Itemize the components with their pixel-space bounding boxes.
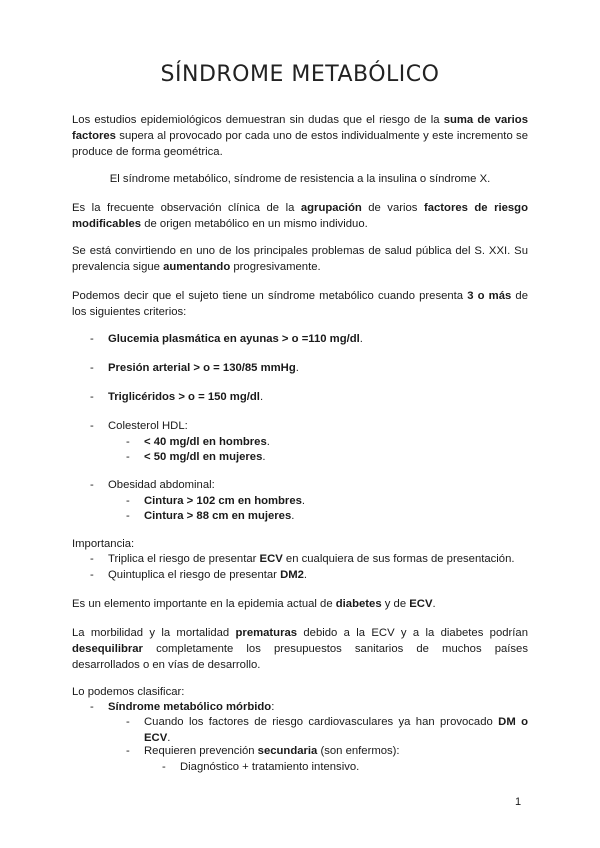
text-run: Cuando los factores de riesgo cardiovasculares ya han provocado bbox=[144, 716, 499, 728]
text-run: . bbox=[301, 495, 306, 507]
bold-run: Presión arterial > o = 130/85 mmHg bbox=[108, 362, 296, 374]
bullet-dash: - bbox=[126, 451, 130, 463]
page-number: 1 bbox=[515, 796, 522, 808]
text-run: Se está convirtiendo en uno de los principales problemas de salud pública del S. XXI. Su prevalencia sigue bbox=[72, 245, 528, 273]
bullet-dash: - bbox=[90, 362, 94, 374]
paragraph-criteria-intro bbox=[72, 288, 528, 320]
criterion-hdl-men bbox=[144, 434, 270, 450]
importance-label: Importancia: bbox=[72, 538, 135, 550]
bold-run: ECV bbox=[259, 553, 283, 565]
bullet-dash: - bbox=[90, 479, 94, 491]
bold-run: prematuras bbox=[235, 627, 298, 639]
text-run: Es un elemento importante en la epidemia actual de bbox=[72, 598, 336, 610]
text-run: La morbilidad y la mortalidad bbox=[72, 627, 236, 639]
criterion-waist-men bbox=[144, 493, 305, 509]
text-run: . bbox=[266, 436, 270, 448]
paragraph-observation bbox=[72, 200, 528, 232]
classification-prevention bbox=[144, 743, 400, 759]
text-run: de origen metabólico en un mismo individuo. bbox=[141, 218, 368, 230]
text-run: . bbox=[432, 598, 436, 610]
text-run: de los siguientes criterios: bbox=[72, 290, 528, 318]
bold-run: factores de riesgo modificables bbox=[72, 202, 528, 230]
text-run: Quintuplica el riesgo de presentar bbox=[108, 569, 281, 581]
bullet-dash: - bbox=[90, 701, 94, 713]
bullet-dash: - bbox=[126, 510, 130, 522]
bold-run: Cintura > 88 cm en mujeres bbox=[144, 510, 292, 522]
bullet-dash: - bbox=[126, 716, 130, 728]
bullet-dash: - bbox=[126, 436, 130, 448]
bullet-dash: - bbox=[90, 553, 94, 565]
bullet-dash: - bbox=[126, 745, 130, 757]
paragraph-morbidity bbox=[72, 625, 528, 673]
text-run: supera al provocado por cada uno de estos individualmente y este incremento se produce de forma geométrica. bbox=[72, 130, 528, 158]
bold-run: DM2 bbox=[280, 569, 304, 581]
criterion-hdl-label: Colesterol HDL: bbox=[108, 420, 188, 432]
text-run: . bbox=[167, 732, 171, 744]
bold-run: aumentando bbox=[163, 261, 231, 273]
criterion-triglycerides bbox=[108, 389, 263, 405]
bold-run: Cintura > 102 cm en hombres bbox=[144, 495, 302, 507]
page-title: SÍNDROME METABÓLICO bbox=[160, 62, 440, 87]
bold-run: diabetes bbox=[335, 598, 382, 610]
paragraph-epidemic bbox=[72, 596, 528, 612]
importance-item-dm2 bbox=[108, 567, 307, 583]
paragraph-definition: El síndrome metabólico, síndrome de resistencia a la insulina o síndrome X. bbox=[109, 173, 491, 185]
text-run: . bbox=[259, 391, 264, 403]
criterion-waist-label: Obesidad abdominal: bbox=[108, 479, 215, 491]
bold-run: < 50 mg/dl en mujeres bbox=[144, 451, 263, 463]
text-run: de varios bbox=[361, 202, 424, 214]
bullet-dash: - bbox=[90, 391, 94, 403]
text-run: . bbox=[291, 510, 295, 522]
text-run: Requieren prevención bbox=[144, 745, 258, 757]
classification-morbid bbox=[108, 699, 274, 715]
text-run: Triplica el riesgo de presentar bbox=[108, 553, 260, 565]
bold-run: Glucemia plasmática en ayunas > o =110 mg/dl bbox=[108, 333, 360, 345]
classification-morbid-detail bbox=[144, 714, 528, 746]
text-run: progresivamente. bbox=[230, 261, 321, 273]
text-run: . bbox=[295, 362, 299, 374]
bold-run: < 40 mg/dl en hombres bbox=[144, 436, 267, 448]
bold-run: agrupación bbox=[300, 202, 362, 214]
bold-run: desequilibrar bbox=[72, 643, 143, 655]
bullet-dash: - bbox=[126, 495, 130, 507]
text-run: completamente los presupuestos sanitarios de muchos países desarrollados o en vías de desarrollo. bbox=[72, 643, 528, 671]
text-run: debido a la ECV y a la diabetes podrían bbox=[297, 627, 528, 639]
bold-run: ECV bbox=[409, 598, 433, 610]
classification-label: Lo podemos clasificar: bbox=[72, 686, 185, 698]
bold-run: secundaria bbox=[257, 745, 318, 757]
paragraph-intro bbox=[72, 112, 528, 160]
criterion-waist-women bbox=[144, 508, 294, 524]
bullet-dash: - bbox=[90, 569, 94, 581]
text-run: en cualquiera de sus formas de presentación. bbox=[282, 553, 515, 565]
bold-run: DM o ECV bbox=[144, 716, 528, 744]
criterion-hdl-women bbox=[144, 449, 266, 465]
classification-treatment: Diagnóstico + tratamiento intensivo. bbox=[180, 761, 360, 773]
bold-run: Triglicéridos > o = 150 mg/dl bbox=[108, 391, 260, 403]
importance-item-ecv bbox=[108, 551, 515, 567]
bullet-dash: - bbox=[162, 761, 166, 773]
criterion-blood-pressure bbox=[108, 360, 299, 376]
text-run: . bbox=[359, 333, 363, 345]
text-run: . bbox=[303, 569, 308, 581]
bullet-dash: - bbox=[90, 333, 94, 345]
text-run: : bbox=[271, 701, 275, 713]
text-run: (son enfermos): bbox=[317, 745, 400, 757]
bold-run: suma de varios factores bbox=[72, 114, 528, 142]
text-run: y de bbox=[381, 598, 410, 610]
text-run: . bbox=[262, 451, 266, 463]
paragraph-prevalence bbox=[72, 243, 528, 275]
text-run: Es la frecuente observación clínica de la bbox=[72, 202, 301, 214]
text-run: Podemos decir que el sujeto tiene un síndrome metabólico cuando presenta bbox=[72, 290, 468, 302]
bold-run: Síndrome metabólico mórbido bbox=[108, 701, 272, 713]
text-run: Los estudios epidemiológicos demuestran sin dudas que el riesgo de la bbox=[72, 114, 444, 126]
bold-run: 3 o más bbox=[467, 290, 512, 302]
criterion-glucose bbox=[108, 331, 363, 347]
bullet-dash: - bbox=[90, 420, 94, 432]
